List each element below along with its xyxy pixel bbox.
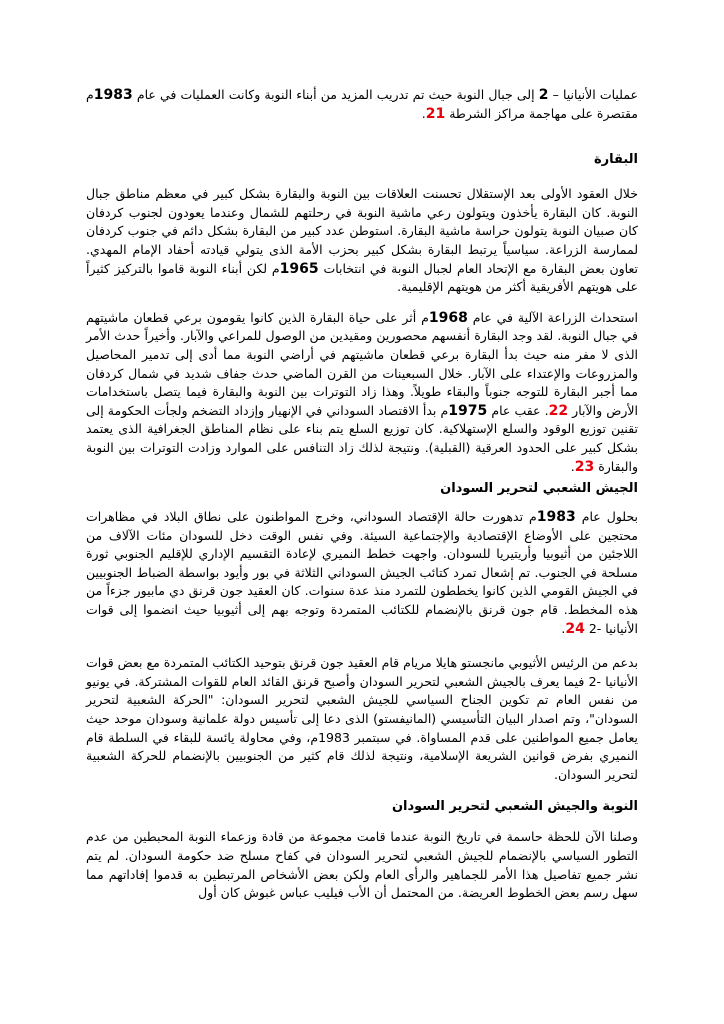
- footnote-ref[interactable]: 24: [565, 620, 585, 637]
- section-heading-baggara: البقارة: [593, 152, 638, 168]
- paragraph-nuba-join-spla: [86, 828, 638, 902]
- text-run: .: [561, 620, 566, 636]
- paragraph-anyanya-operations: [86, 86, 638, 123]
- text-run: م تدهورت حالة الإقتصاد السوداني، وخرج المواطنون على نطاق البلاد في مظاهرات محتجين على الأوضاع الإقتصادية والإجتماعية السيئة. وفي نفس الوقت دخل للسودان مئات الآلاف من اللاجئين من أثيوبيا وأريتيريا للسودان. واجهت خطط النميري لإعادة التقسيم الإداري للإقليم الجنوبي ثورة مسلحة في الجنوب. تم إشعال تمرد كتائب الجيش السوداني الثلاثة في بور وأيود بواسطة الضباط الجنوبيين في الجيش القومي الذين كانوا يخططون للتمرد منذ عدة سنوات. كان العقيد جون قرنق دي مابيور جزءاً من هذه المخطط. قام جون قرنق بالإنضمام للكتائب المتمردة وتوجه بهم إلى أثيوبيا حيث انضموا إلى قوات الأنيانيا -2: [86, 509, 638, 636]
- text-run: . عقب عام: [487, 402, 549, 418]
- year-number: 1975: [448, 402, 488, 419]
- text-run: بحلول عام: [575, 509, 638, 525]
- text-run: م بدأ الاقتصاد السوداني في الإنهيار وإزداد التضخم ولجأت الحكومة إلى تقنين توزيع الوقود والسلع الإستهلاكية. كان توزيع السلع يتم بناء على نظام المناطق الجغرافية الذى يعتمد بشكل كبير على الحدود العرقية (القبلية). ونتيجة لذلك زاد التنافس على الموارد وزادت التوترات بين النوبة والبقارة: [86, 402, 638, 474]
- paragraph-1983-crisis: [86, 508, 638, 638]
- paragraph-baggara-relations: [86, 185, 638, 297]
- paragraph-mechanized-farming: [86, 309, 638, 476]
- text-run: خلال العقود الأولى بعد الإستقلال تحسنت العلاقات بين النوبة والبقارة بشكل كبير في معظم مناطق جبال النوبة. كان البقارة يأخذون ويتولون رعي ماشية النوبة في رحلتهم للشمال وعندما يعودون لجنوب كردفان كان صبيان النوبة يتولون حراسة ماشية البقارة. استوطن عدد كبير من البقارة بشكل دائم في جنوب كردفان لممارسة الزراعة. سياسياً يرتبط البقارة بشكل كبير بحزب الأمة الذى يتولي قيادته أحفاد الإمام المهدي. تعاون بعض البقارة مع الإتحاد العام لجبال النوبة في انتخابات: [86, 186, 638, 276]
- text-run: م مقتصرة على مهاجمة مراكز الشرطة: [86, 87, 638, 121]
- footnote-ref[interactable]: 21: [425, 105, 446, 122]
- paragraph-splm-founding: [86, 654, 638, 784]
- text-run: استحداث الزراعة الآلية في عام: [467, 309, 639, 325]
- text-run: .: [421, 105, 426, 121]
- document-page: [86, 86, 638, 903]
- text-run: وصلنا الآن للحظة حاسمة في تاريخ النوبة عندما قامت مجموعة من قادة وزعماء النوبة المحبطين من عدم التطور السياسي بالإنضمام للجيش الشعبي لتحرير السودان في كفاح مسلح ضد حكومة السودان. لم يتم نشر جميع تفاصيل هذا الأمر للجماهير والرأى العام ولكن بعض الأشخاص المرتبطين به قدموا إفاداتهم مما سهل رسم بعض الخطوط العريضة. من المحتمل أن الأب فيليب عباس غبوش كان أول: [86, 829, 638, 901]
- year-number: 1965: [279, 260, 319, 277]
- year-number: 1968: [428, 309, 468, 326]
- section-heading-nuba-spla: النوبة والجيش الشعبي لتحرير السودان: [391, 799, 638, 815]
- text-run: إلى جبال النوبة حيث تم تدريب المزيد من أبناء النوبة وكانت العمليات في عام: [132, 87, 539, 102]
- year-number: 1983: [93, 87, 133, 103]
- text-run: .: [570, 458, 575, 474]
- year-number: 1983: [536, 509, 576, 526]
- text-run: م لكن أبناء النوبة قاموا بالتركيز كثيراً على هويتهم الأفريقية أكثر من هويتهم الإقليمية.: [86, 260, 638, 295]
- footnote-ref[interactable]: 23: [574, 458, 595, 475]
- text-run: بدعم من الرئيس الأثيوبي مانجستو هايلا مريام قام العقيد جون قرنق بتوحيد الكتائب المتمردة مع بعض قوات الأنيانيا -2 فيما يعرف بالجيش الشعبي لتحرير السودان وأصبح قرنق القائد العام للقوات المشتركة. في يونيو من نفس العام تم تكوين الجناح السياسي للجيش الشعبي لتحرير السودان: "الحركة الشعبية لتحرير السودان"، وتم اصدار البيان التأسيسي (المانيفستو) الذى دعا إلى تأسيس دولة علمانية وسودان موحد حيث يعامل جميع المواطنين على قدم المساواة. في سبتمبر 1983م، وفي محاولة يائسة للبقاء في السلطة قام النميري بفرض قوانين الشريعة الإسلامية، ونتيجة لذلك قام كثير من الجنوبيين بالإنضمام للحركة الشعبية لتحرير السودان.: [86, 655, 638, 782]
- number: 2: [538, 87, 549, 103]
- footnote-ref[interactable]: 22: [548, 402, 569, 419]
- text-run: م أثر على حياة البقارة الذين كانوا يقومون برعي قطعان ماشيتهم في جبال النوبة. لقد وجد البقارة أنفسهم محصورين ومقيدين من الوصول للمراعي والآبار. وأخيراً حدث الأمر الذى لا مفر منه حيث بدأ البقارة برعي قطعان ماشيتهم في أراضي النوبة مما أدى إلى تدمير المحاصيل والمزروعات والإعتداء على الآبار. خلال السبعينات من القرن الماضي حدث جفاف شديد في شمال كردفان مما أجبر البقارة للتوجه جنوباً والبقاء طويلاً. وهذا زاد التوترات بين النوبة والبقارة فيما يتصل باستخدامات الأرض والآبار: [86, 309, 638, 418]
- section-heading-spla: الجيش الشعبي لتحرير السودان: [440, 481, 638, 497]
- text-run: عمليات الأنيانيا –: [548, 87, 639, 102]
